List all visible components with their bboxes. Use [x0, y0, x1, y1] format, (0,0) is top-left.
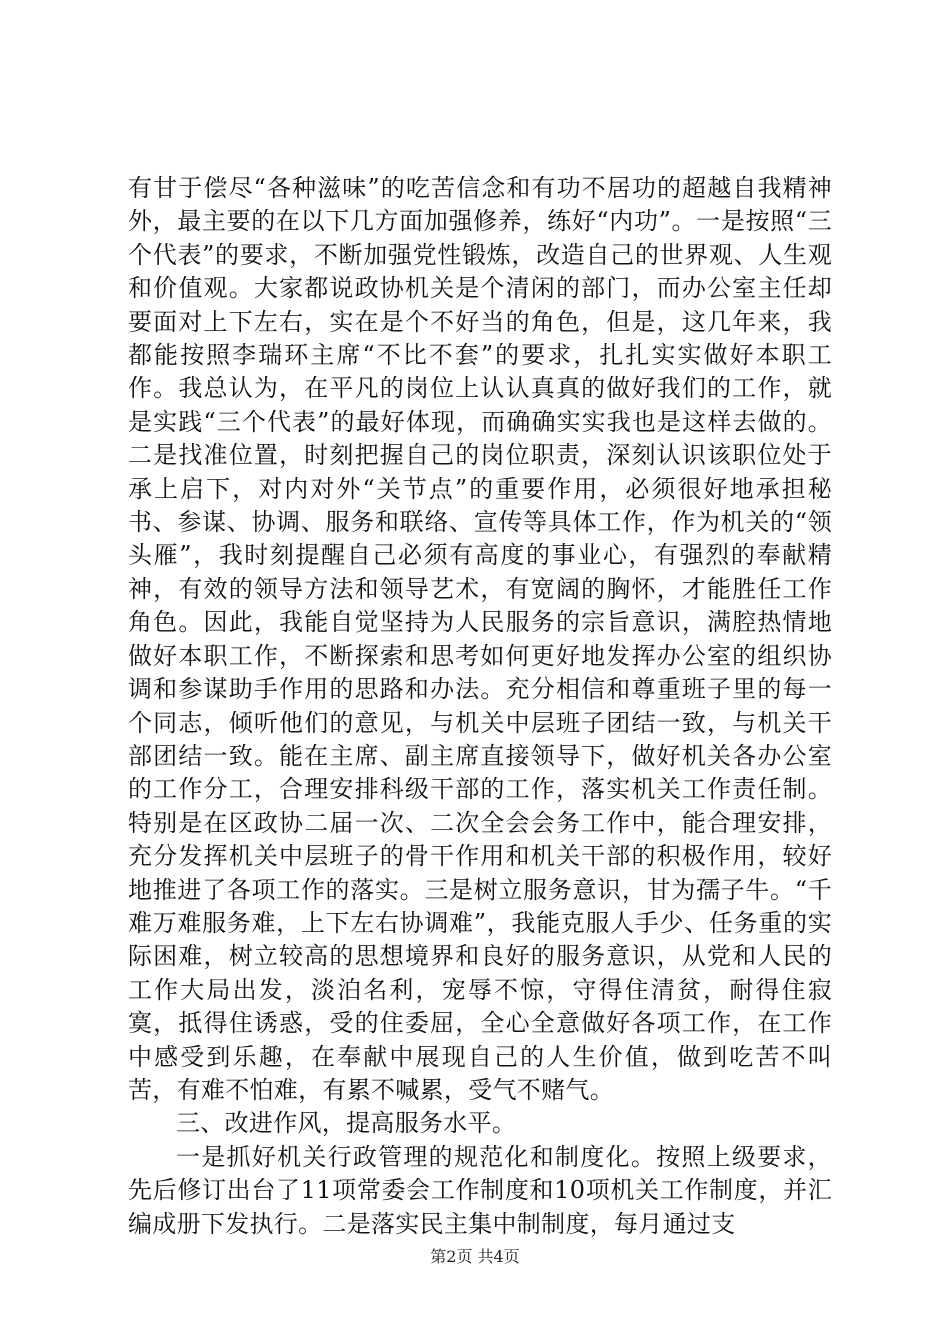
paragraph: 一是抓好机关行政管理的规范化和制度化。按照上级要求，先后修订出台了11项常委会工作制度和10项机关工作制度，并汇编成册下发执行。二是落实民主集中制制度，每月通过支: [128, 1142, 832, 1238]
page-footer: [0, 1247, 950, 1267]
section-heading: 三、改进作风，提高服务水平。: [176, 1109, 517, 1138]
document-body: [128, 172, 832, 1241]
paragraph-continued: 有甘于偿尽“各种滋味”的吃苦信念和有功不居功的超越自我精神外，最主要的在以下几方面加强修养，练好“内功”。一是按照“三个代表”的要求，不断加强党性锻炼，改造自己的世界观、人生观和价值观。大家都说政协机关是个清闲的部门，而办公室主任却要面对上下左右，实在是个不好当的角色，但是，这几年来，我都能按照李瑞环主席“不比不套”的要求，扎扎实实做好本职工作。我总认为，在平凡的岗位上认认真真的做好我们的工作，就是实践“三个代表”的最好体现，而确确实实我也是这样去做的。二是找准位置，时刻把握自己的岗位职责，深刻认识该职位处于承上启下，对内对外“关节点”的重要作用，必须很好地承担秘书、参谋、协调、服务和联络、宣传等具体工作，作为机关的“领头雁”，我时刻提醒自己必须有高度的事业心，有强烈的奉献精神，有效的领导方法和领导艺术，有宽阔的胸怀，才能胜任工作角色。因此，我能自觉坚持为人民服务的宗旨意识，满腔热情地做好本职工作，不断探索和思考如何更好地发挥办公室的组织协调和参谋助手作用的思路和办法。充分相信和尊重班子里的每一个同志，倾听他们的意见，与机关中层班子团结一致，与机关干部团结一致。能在主席、副主席直接领导下，做好机关各办公室的工作分工，合理安排科级干部的工作，落实机关工作责任制。特别是在区政协二届一次、二次全会会务工作中，能合理安排，充分发挥机关中层班子的骨干作用和机关干部的积极作用，较好地推进了各项工作的落实。三是树立服务意识，甘为孺子牛。“千难万难服务难，上下左右协调难”，我能克服人手少、任务重的实际困难，树立较高的思想境界和良好的服务意识，从党和人民的工作大局出发，淡泊名利，宠辱不惊，守得住清贫，耐得住寂寞，抵得住诱惑，受的住委屈，全心全意做好各项工作，在工作中感受到乐趣，在奉献中展现自己的人生价值，做到吃苦不叫苦，有难不怕难，有累不喊累，受气不赌气。: [128, 174, 832, 1104]
page-number: 第2页 共4页: [430, 1247, 520, 1266]
